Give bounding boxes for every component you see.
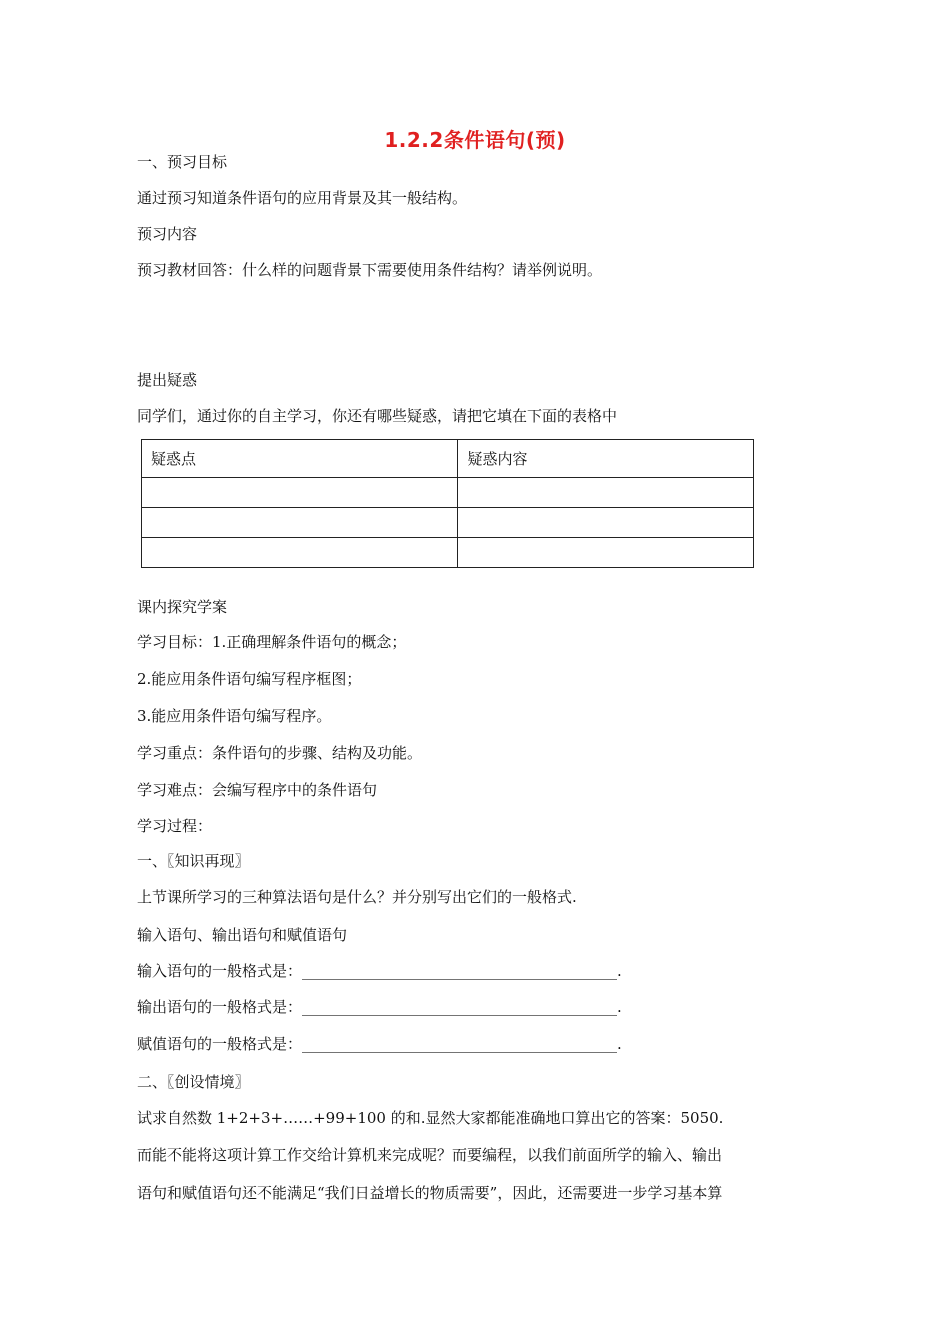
paragraph: 学习目标：1.正确理解条件语句的概念； [137,633,407,651]
paragraph: 3.能应用条件语句编写程序。 [137,707,332,725]
table-header-cell: 疑惑点 [142,440,458,478]
paragraph: 通过预习知道条件语句的应用背景及其一般结构。 [137,189,468,207]
table-row [142,478,754,508]
table-cell[interactable] [142,478,458,508]
paragraph: 预习教材回答：什么样的问题背景下需要使用条件结构？请举例说明。 [137,261,603,279]
section-heading: 预习内容 [137,225,198,243]
table-cell[interactable] [458,508,754,538]
table-header-cell: 疑惑内容 [458,440,754,478]
table-row [142,538,754,568]
paragraph: 试求自然数 1+2+3+……+99+100 的和.显然大家都能准确地口算出它的答案：5050. [137,1109,724,1127]
table-cell[interactable] [458,478,754,508]
paragraph: 而能不能将这项计算工作交给计算机来完成呢？而要编程，以我们前面所学的输入、输出 [137,1146,723,1164]
table-row [142,508,754,538]
paragraph: 上节课所学习的三种算法语句是什么？并分别写出它们的一般格式. [137,888,577,906]
paragraph: 2.能应用条件语句编写程序框图； [137,670,362,688]
section-heading: 课内探究学案 [137,598,228,616]
table-header-row [142,440,754,478]
table-cell[interactable] [142,508,458,538]
section-heading: 一、〖知识再现〗 [137,852,250,870]
table-cell[interactable] [142,538,458,568]
fill-in-line: 输入语句的一般格式是：__________________________________________. [137,962,622,980]
questions-table [141,439,754,568]
paragraph: 输入语句、输出语句和赋值语句 [137,926,348,944]
fill-in-line: 输出语句的一般格式是：__________________________________________. [137,998,622,1016]
section-heading: 提出疑惑 [137,371,198,389]
paragraph: 同学们，通过你的自主学习，你还有哪些疑惑，请把它填在下面的表格中 [137,407,618,425]
paragraph: 语句和赋值语句还不能满足“我们日益增长的物质需要”，因此，还需要进一步学习基本算 [137,1184,723,1202]
paragraph: 学习重点：条件语句的步骤、结构及功能。 [137,744,423,762]
page-title: 1.2.2条件语句(预) [384,128,566,152]
table-cell[interactable] [458,538,754,568]
paragraph: 学习过程： [137,817,213,835]
section-heading: 一、预习目标 [137,153,228,171]
paragraph: 学习难点：会编写程序中的条件语句 [137,781,378,799]
fill-in-line: 赋值语句的一般格式是：__________________________________________. [137,1035,622,1053]
section-heading: 二、〖创设情境〗 [137,1073,250,1091]
